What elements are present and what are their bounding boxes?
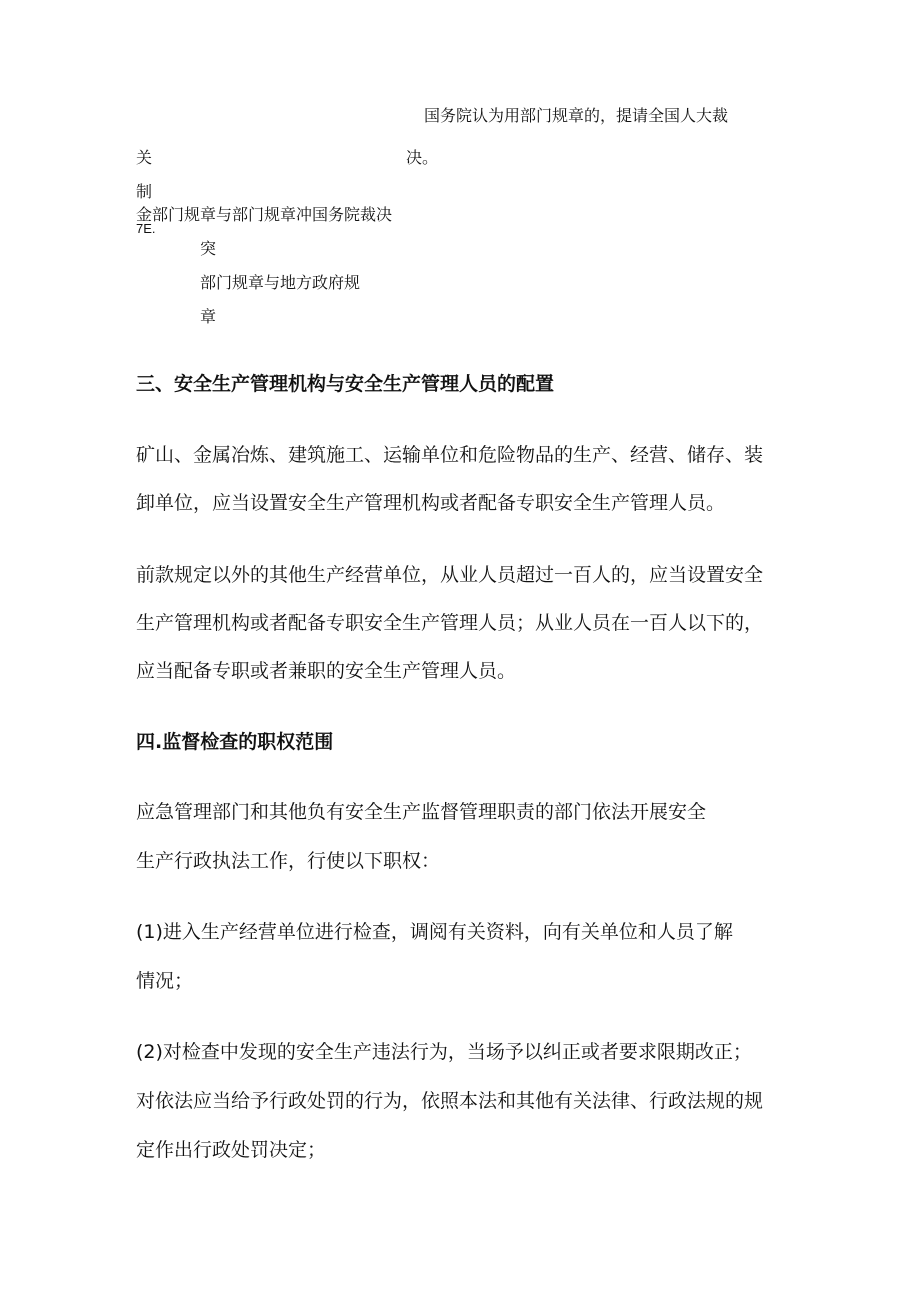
section-4-intro-line-2: 生产行政执法工作，行使以下职权：	[136, 850, 441, 872]
section-3-p1-line-1: 矿山、金属冶炼、建筑施工、运输单位和危险物品的生产、经营、储存、装	[136, 444, 764, 466]
section-3-p2-line-2: 生产管理机构或者配备专职安全生产管理人员；从业人员在一百人以下的，	[136, 612, 764, 634]
section-4-item-2-line-2: 对依法应当给予行政处罚的行为，依照本法和其他有关法律、行政法规的规	[136, 1090, 764, 1112]
section-3-p1-line-2: 卸单位，应当设置安全生产管理机构或者配备专职安全生产管理人员。	[136, 492, 726, 514]
fragment-line-1: 国务院认为用部门规章的，提请全国人大裁	[424, 106, 729, 125]
fragment-jin-line: 金部门规章与部门规章冲国务院裁决	[136, 205, 393, 224]
section-3-p2-line-1: 前款规定以外的其他生产经营单位，从业人员超过一百人的，应当设置安全	[136, 564, 764, 586]
section-4-heading: 四.监督检查的职权范围	[136, 731, 334, 753]
fragment-zhang: 章	[200, 307, 217, 326]
fragment-jue: 决。	[406, 148, 439, 167]
section-4-item-2-line-1: (2)对检查中发现的安全生产违法行为，当场予以纠正或者要求限期改正；	[136, 1041, 752, 1063]
section-4-item-2-line-3: 定作出行政处罚决定；	[136, 1139, 327, 1161]
section-4-intro-line-1: 应急管理部门和其他负有安全生产监督管理职责的部门依法开展安全	[136, 801, 707, 823]
section-4-item-1-line-1: (1)进入生产经营单位进行检查，调阅有关资料，向有关单位和人员了解	[136, 921, 733, 943]
fragment-7e: 7E.	[136, 221, 156, 236]
section-3-heading: 三、安全生产管理机构与安全生产管理人员的配置	[136, 373, 555, 395]
fragment-tu: 突	[200, 239, 217, 258]
fragment-bumen-line: 部门规章与地方政府规	[200, 273, 361, 292]
section-3-p2-line-3: 应当配备专职或者兼职的安全生产管理人员。	[136, 660, 517, 682]
fragment-zhi: 制	[136, 182, 153, 201]
fragment-guan: 关	[136, 148, 153, 167]
section-4-item-1-line-2: 情况；	[136, 970, 194, 992]
